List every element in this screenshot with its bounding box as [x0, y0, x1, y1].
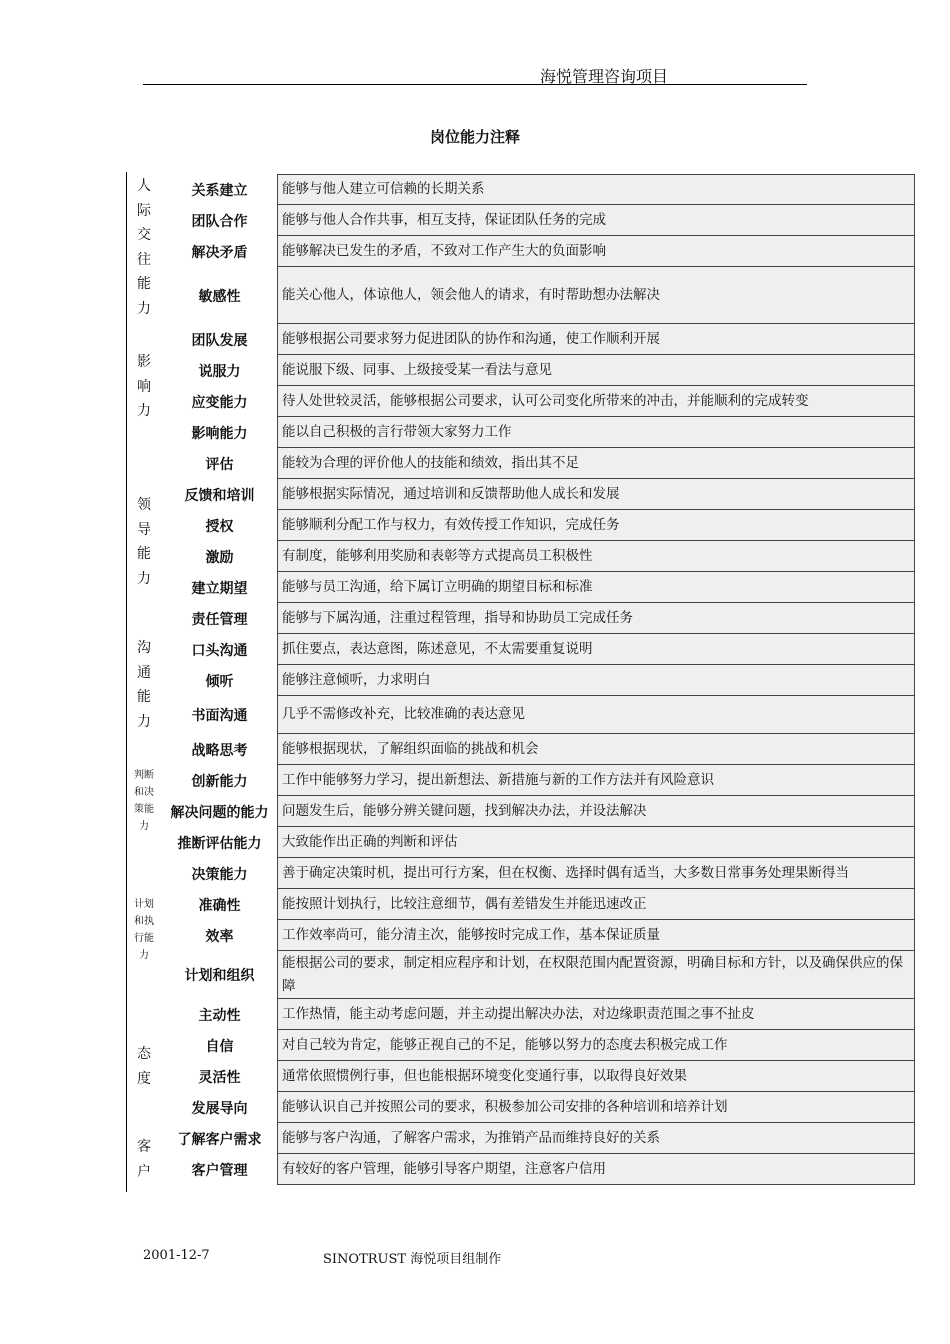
- competency-name: 影响能力: [191, 425, 248, 442]
- table-row: [162, 572, 915, 603]
- category-attitude: 态 度: [137, 1046, 151, 1087]
- competency-name: 灵活性: [198, 1069, 241, 1086]
- table-row: [162, 765, 915, 796]
- table-row: [162, 858, 915, 889]
- competency-name: 解决问题的能力: [170, 804, 269, 821]
- competency-name: 发展导向: [191, 1100, 248, 1117]
- competency-description: 大致能作出正确的判断和评估: [277, 827, 915, 858]
- competency-name: 战略思考: [191, 742, 248, 759]
- competency-name: 口头沟通: [191, 642, 248, 659]
- table-row: [162, 999, 915, 1030]
- competency-description: 能按照计划执行，比较注意细节，偶有差错发生并能迅速改正: [277, 889, 915, 920]
- competency-name: 主动性: [198, 1007, 241, 1024]
- competency-description: 能根据公司的要求，制定相应程序和计划，在权限范围内配置资源，明确目标和方针，以及确保供应的保障: [277, 951, 915, 999]
- competency-name: 建立期望: [191, 580, 248, 597]
- competency-description: 能够与他人建立可信赖的长期关系: [277, 174, 915, 205]
- competency-name: 团队合作: [191, 213, 248, 230]
- competency-name: 关系建立: [191, 182, 248, 199]
- category-communication: 沟 通 能 力: [137, 640, 151, 730]
- competency-name: 准确性: [198, 897, 241, 914]
- table-row: [162, 174, 915, 205]
- competency-description: 能以自己积极的言行带领大家努力工作: [277, 417, 915, 448]
- competency-description: 能够与他人合作共事，相互支持，保证团队任务的完成: [277, 205, 915, 236]
- table-row: [162, 386, 915, 417]
- competency-name: 效率: [205, 928, 234, 945]
- competency-name: 授权: [205, 518, 234, 535]
- competency-description: 能够解决已发生的矛盾，不致对工作产生大的负面影响: [277, 236, 915, 267]
- table-row: [162, 1061, 915, 1092]
- competency-description: 有较好的客户管理，能够引导客户期望，注意客户信用: [277, 1154, 915, 1185]
- table-row: [162, 951, 915, 999]
- competency-description: 能说服下级、同事、上级接受某一看法与意见: [277, 355, 915, 386]
- competency-description: 工作中能够努力学习，提出新想法、新措施与新的工作方法并有风险意识: [277, 765, 915, 796]
- competency-description: 能够顺利分配工作与权力，有效传授工作知识，完成任务: [277, 510, 915, 541]
- competency-name: 客户管理: [191, 1162, 248, 1179]
- table-row: [162, 205, 915, 236]
- competency-description: 能够根据实际情况，通过培训和反馈帮助他人成长和发展: [277, 479, 915, 510]
- competency-name: 决策能力: [191, 866, 248, 883]
- competency-description: 有制度，能够利用奖励和表彰等方式提高员工积极性: [277, 541, 915, 572]
- competency-description: 工作效率尚可，能分清主次，能够按时完成工作，基本保证质量: [277, 920, 915, 951]
- category-judgment-decision: 判断 和决 策能 力: [134, 770, 154, 832]
- competency-name: 应变能力: [191, 394, 248, 411]
- competency-name: 自信: [205, 1038, 234, 1055]
- category-customer: 客 户: [137, 1139, 151, 1180]
- competency-name: 激励: [205, 549, 234, 566]
- competency-name: 倾听: [205, 673, 234, 690]
- category-interpersonal: 人 际 交 往 能 力: [137, 178, 151, 317]
- table-row: [162, 324, 915, 355]
- page-title: 岗位能力注释: [429, 128, 520, 146]
- table-row: [162, 479, 915, 510]
- competency-name: 反馈和培训: [184, 487, 255, 504]
- competency-name: 责任管理: [191, 611, 248, 628]
- category-influence: 影 响 力: [137, 354, 151, 419]
- table-row: [162, 696, 915, 734]
- competency-description: 对自己较为肯定，能够正视自己的不足，能够以努力的态度去积极完成工作: [277, 1030, 915, 1061]
- competency-description: 能够与下属沟通，注重过程管理，指导和协助员工完成任务: [277, 603, 915, 634]
- category-planning-execution: 计划 和执 行能 力: [134, 899, 154, 961]
- table-row: [162, 734, 915, 765]
- table-row: [162, 796, 915, 827]
- table-row: [162, 448, 915, 479]
- competency-description: 能够与员工沟通，给下属订立明确的期望目标和标准: [277, 572, 915, 603]
- table-row: [162, 541, 915, 572]
- competency-name: 了解客户需求: [177, 1131, 262, 1148]
- competency-description: 能够认识自己并按照公司的要求，积极参加公司安排的各种培训和培养计划: [277, 1092, 915, 1123]
- competency-table: [162, 174, 915, 1185]
- competency-name: 推断评估能力: [177, 835, 262, 852]
- footer-date: 2001-12-7: [143, 1248, 210, 1263]
- competency-description: 抓住要点，表达意图，陈述意见，不太需要重复说明: [277, 634, 915, 665]
- table-row: [162, 355, 915, 386]
- competency-description: 能够注意倾听，力求明白: [277, 665, 915, 696]
- table-row: [162, 1154, 915, 1185]
- table-row: [162, 510, 915, 541]
- competency-name: 解决矛盾: [191, 244, 248, 261]
- competency-name: 说服力: [198, 363, 241, 380]
- category-leadership: 领 导 能 力: [137, 497, 151, 587]
- competency-name: 计划和组织: [184, 968, 255, 984]
- competency-description: 工作热情，能主动考虑问题，并主动提出解决办法，对边缘职责范围之事不扯皮: [277, 999, 915, 1030]
- table-row: [162, 417, 915, 448]
- competency-description: 几乎不需修改补充，比较准确的表达意见: [277, 696, 915, 734]
- table-row: [162, 236, 915, 267]
- table-row: [162, 603, 915, 634]
- competency-name: 创新能力: [191, 773, 248, 790]
- footer-credit: SINOTRUST 海悦项目组制作: [323, 1252, 502, 1267]
- table-row: [162, 267, 915, 324]
- competency-description: 问题发生后，能够分辨关键问题，找到解决办法，并设法解决: [277, 796, 915, 827]
- table-row: [162, 665, 915, 696]
- competency-description: 能够根据现状，了解组织面临的挑战和机会: [277, 734, 915, 765]
- competency-description: 善于确定决策时机，提出可行方案，但在权衡、选择时偶有适当，大多数日常事务处理果断得当: [277, 858, 915, 889]
- table-row: [162, 827, 915, 858]
- header-project-title: 海悦管理咨询项目: [540, 67, 669, 86]
- competency-description: 能较为合理的评价他人的技能和绩效，指出其不足: [277, 448, 915, 479]
- competency-name: 敏感性: [198, 288, 241, 305]
- competency-name: 评估: [205, 456, 234, 473]
- competency-description: 通常依照惯例行事，但也能根据环境变化变通行事，以取得良好效果: [277, 1061, 915, 1092]
- table-row: [162, 1030, 915, 1061]
- competency-name: 书面沟通: [191, 708, 248, 724]
- table-row: [162, 920, 915, 951]
- table-row: [162, 1123, 915, 1154]
- competency-description: 能够根据公司要求努力促进团队的协作和沟通，使工作顺利开展: [277, 324, 915, 355]
- competency-name: 团队发展: [191, 332, 248, 349]
- table-row: [162, 634, 915, 665]
- header-rule: [143, 84, 807, 85]
- table-row: [162, 1092, 915, 1123]
- competency-description: 能够与客户沟通，了解客户需求，为推销产品而维持良好的关系: [277, 1123, 915, 1154]
- competency-description: 能关心他人，体谅他人，领会他人的请求，有时帮助想办法解决: [277, 267, 915, 324]
- competency-description: 待人处世较灵活，能够根据公司要求，认可公司变化所带来的冲击，并能顺利的完成转变: [277, 386, 915, 417]
- table-row: [162, 889, 915, 920]
